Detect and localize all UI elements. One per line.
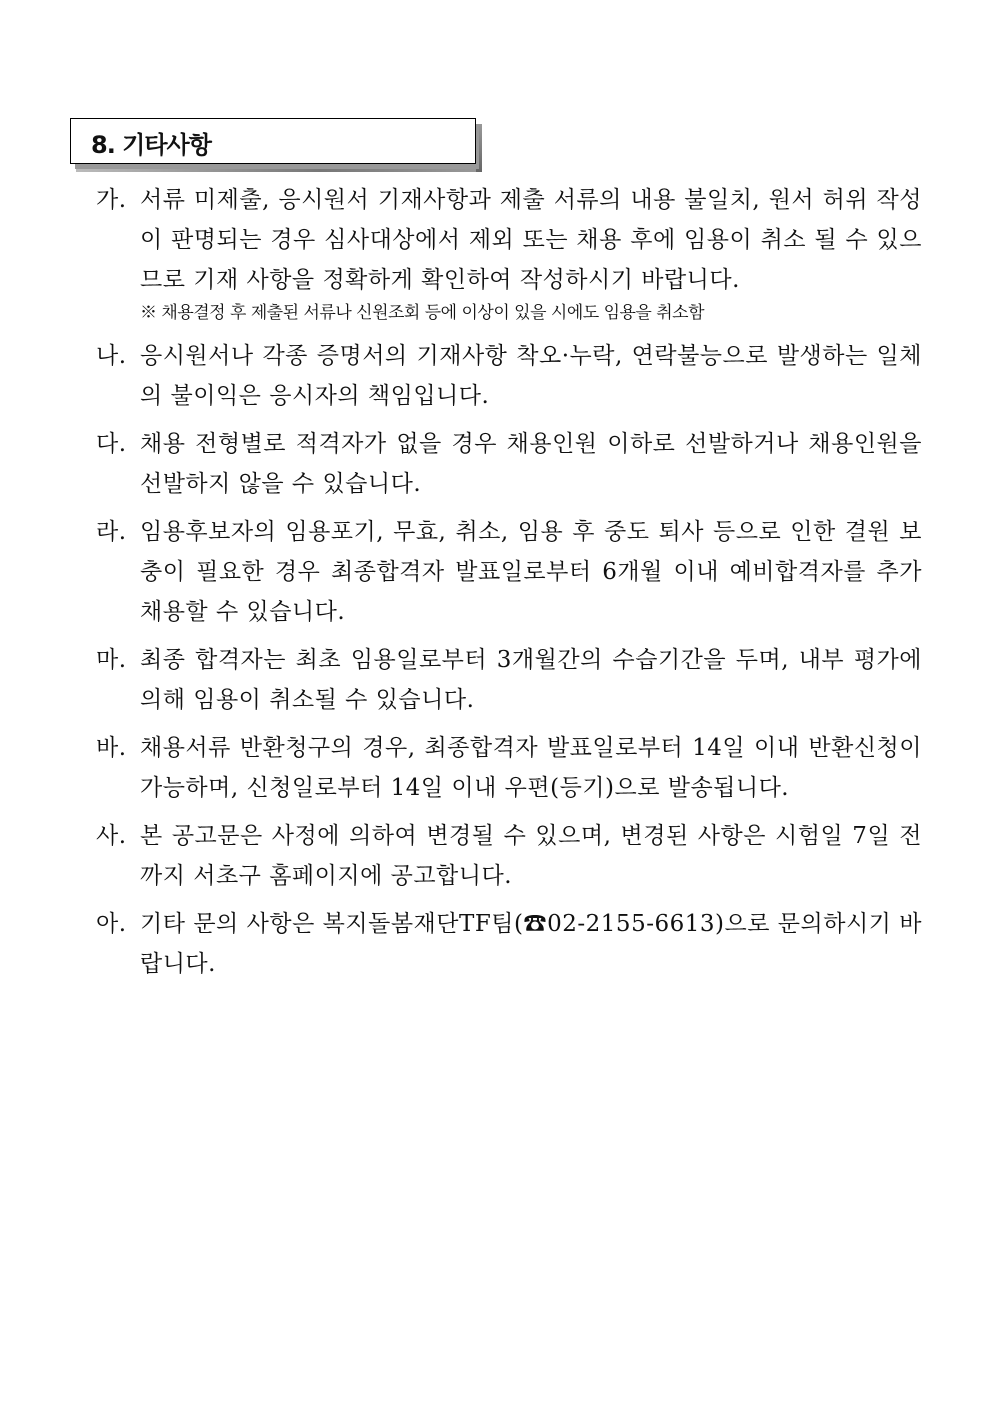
item-label: 나.	[96, 343, 127, 369]
notice-item	[96, 904, 922, 984]
item-label: 가.	[96, 187, 127, 213]
item-label: 라.	[96, 519, 127, 545]
item-text: 응시원서나 각종 증명서의 기재사항 착오·누락, 연락불능으로 발생하는 일체의 불이익은 응시자의 책임입니다.	[140, 343, 922, 409]
item-text: 채용서류 반환청구의 경우, 최종합격자 발표일로부터 14일 이내 반환신청이 가능하며, 신청일로부터 14일 이내 우편(등기)으로 발송됩니다.	[140, 735, 922, 801]
item-note: ※ 채용결정 후 제출된 서류나 신원조회 등에 이상이 있을 시에도 임용을 취소함	[140, 303, 705, 323]
item-text: 임용후보자의 임용포기, 무효, 취소, 임용 후 중도 퇴사 등으로 인한 결원 보충이 필요한 경우 최종합격자 발표일로부터 6개월 이내 예비합격자를 추가 채용할 수 있습니다.	[140, 519, 922, 625]
item-label: 다.	[96, 431, 127, 457]
notice-list	[96, 180, 922, 992]
item-text: 본 공고문은 사정에 의하여 변경될 수 있으며, 변경된 사항은 시험일 7일 전까지 서초구 홈페이지에 공고합니다.	[140, 823, 922, 889]
notice-item	[96, 816, 922, 896]
notice-item	[96, 424, 922, 504]
section-heading: 8. 기타사항	[91, 131, 211, 159]
notice-item	[96, 180, 922, 328]
notice-item	[96, 512, 922, 632]
heading-shadow	[476, 124, 482, 172]
notice-item	[96, 640, 922, 720]
item-label: 사.	[96, 823, 127, 849]
item-label: 마.	[96, 647, 127, 673]
item-text: 서류 미제출, 응시원서 기재사항과 제출 서류의 내용 불일치, 원서 허위 작성이 판명되는 경우 심사대상에서 제외 또는 채용 후에 임용이 취소 될 수 있으므로 기재 사항을 정확하게 확인하여 작성하시기 바랍니다.	[140, 187, 922, 293]
notice-item	[96, 728, 922, 808]
notice-item	[96, 336, 922, 416]
item-label: 바.	[96, 735, 127, 761]
section-heading-box	[70, 118, 476, 164]
item-text: 채용 전형별로 적격자가 없을 경우 채용인원 이하로 선발하거나 채용인원을 선발하지 않을 수 있습니다.	[140, 431, 922, 497]
heading-shadow	[76, 164, 482, 172]
item-label: 아.	[96, 911, 127, 937]
item-text: 기타 문의 사항은 복지돌봄재단TF팀(☎02-2155-6613)으로 문의하시기 바랍니다.	[140, 911, 922, 977]
item-text: 최종 합격자는 최초 임용일로부터 3개월간의 수습기간을 두며, 내부 평가에 의해 임용이 취소될 수 있습니다.	[140, 647, 922, 713]
